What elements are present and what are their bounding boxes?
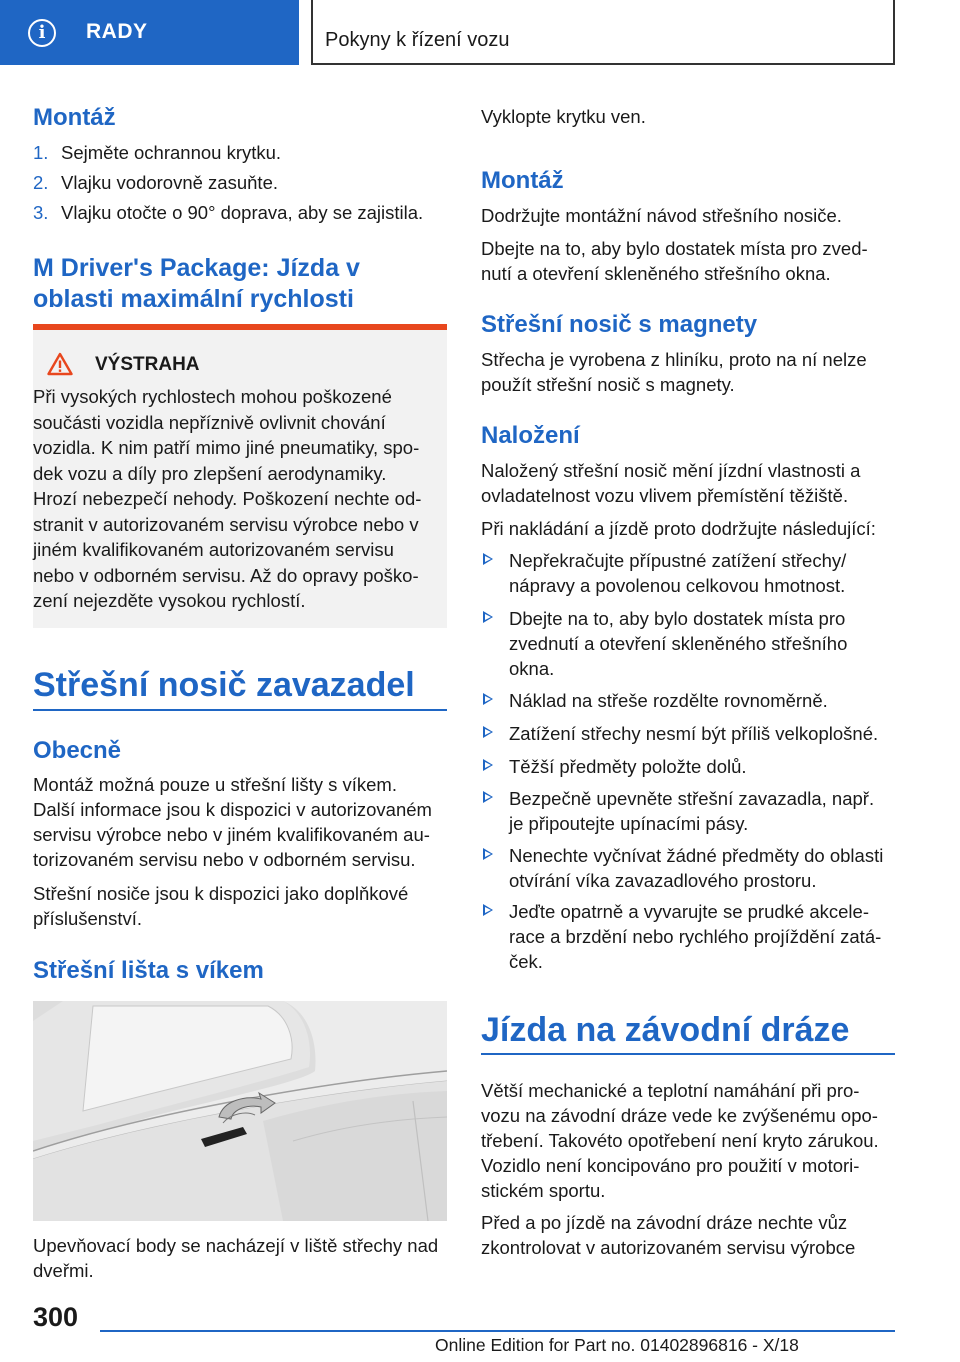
step-item: [33, 200, 447, 225]
page-number: 300: [33, 1302, 79, 1332]
text-line: okna.: [509, 658, 555, 679]
text-line: Jeďte opatrně a vyvarujte se prudké akcele‐: [509, 901, 869, 922]
text-line: zkontrolovat v autorizovaném servisu výrobce: [481, 1237, 856, 1258]
nalozeni-heading: Naložení: [481, 422, 580, 449]
track-paragraph: [481, 1078, 895, 1203]
text-line: Vozidlo není koncipováno pro použití v motori‐: [481, 1155, 860, 1176]
warning-title: VÝSTRAHA: [95, 354, 200, 375]
mdriver-heading-line: oblasti maximální rychlosti: [33, 285, 354, 313]
text-line: je připoutejte upínacími pásy.: [509, 813, 749, 834]
text-line: nápravy a povolenou celkovou hmotnost.: [509, 575, 846, 596]
text-line: Nepřekračujte přípustné zatížení střechy/: [509, 550, 847, 571]
triangle-bullet-icon: [483, 611, 493, 623]
list-item: [481, 688, 895, 714]
lista-heading: Střešní lišta s víkem: [33, 957, 264, 984]
fold-out-text: Vyklopte krytku ven.: [481, 106, 646, 127]
nalozeni-intro: Při nakládání a jízdě proto dodržujte následující:: [481, 518, 876, 539]
text-line: třebení. Takovéto opotřebení není kryto zárukou.: [481, 1130, 879, 1151]
warning-line: jiném kvalifikovaném autorizovaném servisu: [33, 539, 394, 560]
montaz-instruction: Dodržujte montážní návod střešního nosiče.: [481, 205, 842, 226]
text-line: vozu na závodní dráze vede ke zvýšenému opo‐: [481, 1105, 878, 1126]
warning-line: zení nejezděte vysokou rychlostí.: [33, 590, 306, 611]
text-line: race a brzdění nebo rychlého projíždění zatá‐: [509, 926, 882, 947]
obecne-paragraph: [33, 772, 447, 872]
list-item: [481, 843, 895, 895]
text-line: Nenechte vyčnívat žádné předměty do oblasti: [509, 845, 884, 866]
edition-text: Online Edition for Part no. 01402896816 - X/18: [435, 1335, 799, 1355]
track-heading: Jízda na závodní dráze: [481, 1011, 850, 1049]
text-line: dveřmi.: [33, 1260, 94, 1281]
chapter-title: Pokyny k řízení vozu: [325, 29, 510, 51]
track-check-paragraph: [481, 1210, 895, 1260]
image-caption: [33, 1233, 447, 1283]
triangle-bullet-icon: [483, 848, 493, 860]
step-text: Sejměte ochrannou krytku.: [61, 142, 282, 163]
step-text: Vlajku otočte o 90° doprava, aby se zajistila.: [61, 202, 424, 223]
text-line: zvednutí a otevření skleněného střešního: [509, 633, 848, 654]
step-number: 3.: [33, 202, 49, 223]
text-line: Náklad na střeše rozdělte rovnoměrně.: [509, 690, 828, 711]
list-item: [481, 606, 895, 684]
step-item: [33, 170, 447, 195]
montaz-space-note: [481, 236, 895, 286]
text-line: Těžší předměty položte dolů.: [509, 756, 747, 777]
text-line: stickém sportu.: [481, 1180, 606, 1201]
step-number: 1.: [33, 142, 49, 163]
text-line: Střecha je vyrobena z hliníku, proto na ní nelze: [481, 349, 867, 370]
text-line: příslušenství.: [33, 908, 142, 929]
text-line: Upevňovací body se nacházejí v liště střechy nad: [33, 1235, 439, 1256]
text-line: Naložený střešní nosič mění jízdní vlastnosti a: [481, 460, 861, 481]
text-line: Zatížení střechy nesmí být příliš velkoplošné.: [509, 723, 879, 744]
nalozeni-paragraph: [481, 458, 895, 508]
section-rule: [481, 1053, 895, 1055]
text-line: Větší mechanické a teplotní namáhání při pro‐: [481, 1080, 860, 1101]
text-line: nutí a otevření skleněného střešního okna.: [481, 263, 831, 284]
triangle-bullet-icon: [483, 759, 493, 771]
warning-line: nebo v odborném servisu. Až do opravy poško‐: [33, 564, 419, 586]
section-label: RADY: [86, 20, 148, 43]
text-line: torizovaném servisu nebo v odborném servisu.: [33, 849, 416, 870]
triangle-bullet-icon: [483, 553, 493, 565]
warning-triangle-icon: [47, 352, 73, 376]
triangle-bullet-icon: [483, 904, 493, 916]
step-number: 2.: [33, 172, 49, 193]
triangle-bullet-icon: [483, 693, 493, 705]
montaz-heading: Montáž: [33, 104, 116, 131]
text-line: Další informace jsou k dispozici v autorizovaném: [33, 799, 432, 820]
warning-line: dek vozu a díly pro zlepšení aerodynamiky.: [33, 462, 387, 484]
text-line: otvírání víka zavazadlového prostoru.: [509, 870, 817, 891]
magnet-paragraph: [481, 347, 895, 397]
text-line: Před a po jízdě na závodní dráze nechte vůz: [481, 1212, 848, 1233]
warning-text: [33, 384, 447, 614]
section-rule: [33, 709, 447, 711]
warning-line: stranit v autorizovaném servisu výrobce nebo v: [33, 513, 419, 535]
magnet-heading: Střešní nosič s magnety: [481, 311, 758, 338]
footer-rule: [100, 1330, 895, 1332]
obecne-heading: Obecně: [33, 737, 122, 764]
list-item: [481, 721, 895, 747]
text-line: Dbejte na to, aby bylo dostatek místa pro zved‐: [481, 238, 868, 259]
text-line: servisu výrobce nebo v jiném kvalifikovaném au‐: [33, 824, 430, 845]
warning-line: součásti vozidla nepříznivě ovlivnit chování: [33, 411, 386, 433]
section-tab: [0, 0, 299, 65]
mdriver-heading: [33, 253, 360, 315]
text-line: Střešní nosiče jsou k dispozici jako doplňkové: [33, 883, 409, 904]
roof-rail-illustration: [33, 1001, 447, 1221]
montaz-heading-right: Montáž: [481, 167, 564, 194]
step-text: Vlajku vodorovně zasuňte.: [61, 172, 278, 193]
warning-box: [33, 324, 447, 628]
roof-rack-heading: Střešní nosič zavazadel: [33, 666, 415, 704]
text-line: Bezpečně upevněte střešní zavazadla, např.: [509, 788, 875, 809]
text-line: Montáž možná pouze u střešní lišty s víkem.: [33, 774, 397, 795]
mdriver-heading-line: M Driver's Package: Jízda v: [33, 254, 360, 282]
list-item: [481, 899, 895, 977]
warning-line: vozidla. K nim patří mimo jiné pneumatiky, spo‐: [33, 437, 420, 458]
list-item: [481, 754, 895, 780]
info-icon: i: [28, 19, 56, 47]
warning-line: Hrozí nebezpečí nehody. Poškození nechte od‐: [33, 488, 422, 509]
text-line: Dbejte na to, aby bylo dostatek místa pro: [509, 608, 846, 629]
accessory-paragraph: [33, 881, 447, 931]
text-line: ovladatelnost vozu vlivem přemístění těžiště.: [481, 485, 849, 506]
list-item: [481, 786, 895, 838]
roof-rail-drawing: [33, 1001, 447, 1221]
warning-line: Při vysokých rychlostech mohou poškozené: [33, 386, 392, 407]
text-line: ček.: [509, 951, 543, 972]
step-item: [33, 140, 447, 165]
triangle-bullet-icon: [483, 791, 493, 803]
triangle-bullet-icon: [483, 726, 493, 738]
list-item: [481, 548, 895, 600]
text-line: použít střešní nosič s magnety.: [481, 374, 735, 395]
